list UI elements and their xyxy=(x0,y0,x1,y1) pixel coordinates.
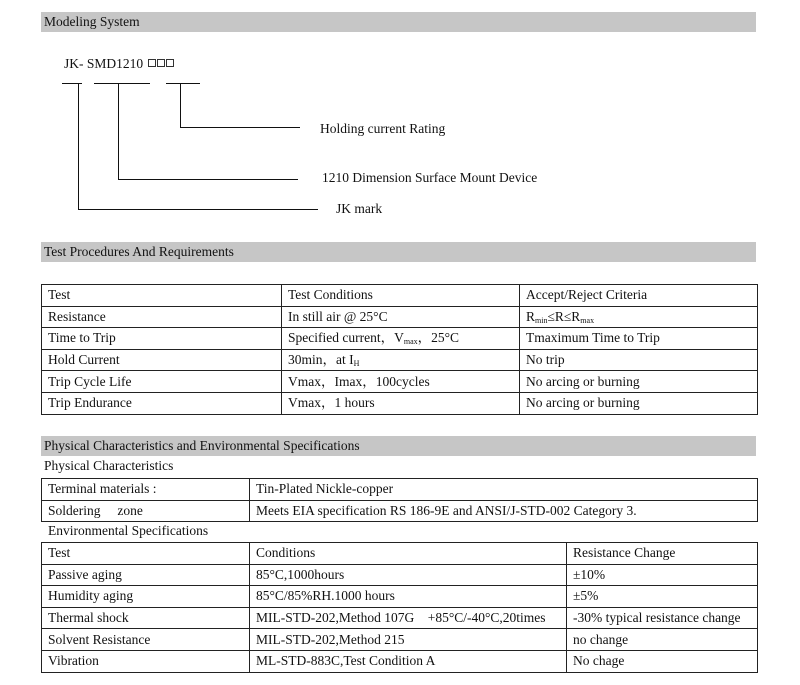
connector-mark-horizontal xyxy=(78,209,318,210)
table-header-row xyxy=(42,543,758,565)
cell-condition: MIL-STD-202,Method 107G +85°C/-40°C,20times xyxy=(250,607,567,629)
cond-pre: 30min，at I xyxy=(288,352,354,368)
cell-test: Trip Cycle Life xyxy=(42,371,282,393)
cell-change: -30% typical resistance change xyxy=(567,607,758,629)
col-header: Resistance Change xyxy=(567,543,758,565)
connector-rating-horizontal xyxy=(180,127,300,128)
table-row xyxy=(42,479,758,501)
table-row xyxy=(42,564,758,586)
cell-change: ±5% xyxy=(567,586,758,608)
label-jk-mark: JK mark xyxy=(336,201,383,216)
cell-criteria xyxy=(520,306,758,328)
cell-condition xyxy=(282,349,520,371)
connector-dimension-horizontal xyxy=(118,179,298,180)
cell-test: Humidity aging xyxy=(42,586,250,608)
cell-value: Tin-Plated Nickle-copper xyxy=(250,479,758,501)
col-header: Accept/Reject Criteria xyxy=(520,285,758,307)
physical-table xyxy=(41,478,758,522)
connector-mark-vertical xyxy=(78,83,79,209)
cell-condition: ML-STD-883C,Test Condition A xyxy=(250,650,567,672)
table-row xyxy=(42,586,758,608)
cell-key: Soldering zone xyxy=(42,500,250,522)
criteria-mid: ≤R≤R xyxy=(547,308,581,324)
cond-pre: Specified current，V xyxy=(288,330,404,346)
underline-rating xyxy=(166,83,200,84)
model-code xyxy=(64,56,174,72)
table-row xyxy=(42,306,758,328)
cell-test: Trip Endurance xyxy=(42,392,282,414)
table-row xyxy=(42,629,758,651)
cell-condition: 85°C/85%RH.1000 hours xyxy=(250,586,567,608)
model-code-text: JK- SMD1210 xyxy=(64,56,144,71)
cell-condition: Vmax，1 hours xyxy=(282,392,520,414)
cell-condition xyxy=(282,328,520,350)
label-dimension: 1210 Dimension Surface Mount Device xyxy=(322,170,538,185)
table-row xyxy=(42,392,758,414)
cell-change: ±10% xyxy=(567,564,758,586)
environmental-table xyxy=(41,542,758,673)
placeholder-boxes xyxy=(147,56,174,71)
col-header: Test xyxy=(42,543,250,565)
cell-key: Terminal materials : xyxy=(42,479,250,501)
col-header: Test Conditions xyxy=(282,285,520,307)
section-header-physical: Physical Characteristics and Environmental Specifications xyxy=(41,436,756,456)
table-row xyxy=(42,500,758,522)
table-row xyxy=(42,349,758,371)
underline-smd xyxy=(94,83,150,84)
table-header-row xyxy=(42,285,758,307)
criteria-r: R xyxy=(526,308,536,324)
test-table xyxy=(41,284,758,415)
cell-change: No chage xyxy=(567,650,758,672)
label-holding-rating: Holding current Rating xyxy=(320,121,446,136)
underline-jk xyxy=(62,83,82,84)
section-header-modeling: Modeling System xyxy=(41,12,756,32)
subheading-environmental: Environmental Specifications xyxy=(48,523,209,538)
cell-value: Meets EIA specification RS 186-9E and ANSI/J-STD-002 Category 3. xyxy=(250,500,758,522)
col-header: Test xyxy=(42,285,282,307)
connector-dimension-vertical xyxy=(118,83,119,179)
col-header: Conditions xyxy=(250,543,567,565)
cell-test: Resistance xyxy=(42,306,282,328)
cell-criteria: No trip xyxy=(520,349,758,371)
table-row xyxy=(42,607,758,629)
cell-test: Vibration xyxy=(42,650,250,672)
table-row xyxy=(42,371,758,393)
cell-condition: Vmax，Imax，100cycles xyxy=(282,371,520,393)
cell-test: Passive aging xyxy=(42,564,250,586)
cell-test: Hold Current xyxy=(42,349,282,371)
cell-condition: MIL-STD-202,Method 215 xyxy=(250,629,567,651)
subheading-physical: Physical Characteristics xyxy=(44,458,174,473)
cell-change: no change xyxy=(567,629,758,651)
table-row xyxy=(42,328,758,350)
cell-test: Thermal shock xyxy=(42,607,250,629)
cell-condition: In still air @ 25°C xyxy=(282,306,520,328)
cell-criteria: No arcing or burning xyxy=(520,392,758,414)
cond-sub: max xyxy=(403,337,418,347)
cell-criteria: Tmaximum Time to Trip xyxy=(520,328,758,350)
table-row xyxy=(42,650,758,672)
cond-sub: H xyxy=(353,359,360,369)
section-header-test: Test Procedures And Requirements xyxy=(41,242,756,262)
criteria-sub-min: min xyxy=(535,315,548,325)
cond-post: ，25°C xyxy=(417,330,460,346)
cell-condition: 85°C,1000hours xyxy=(250,564,567,586)
cell-test: Solvent Resistance xyxy=(42,629,250,651)
connector-rating-vertical xyxy=(180,83,181,127)
criteria-sub-max: max xyxy=(580,315,595,325)
cell-criteria: No arcing or burning xyxy=(520,371,758,393)
cell-test: Time to Trip xyxy=(42,328,282,350)
